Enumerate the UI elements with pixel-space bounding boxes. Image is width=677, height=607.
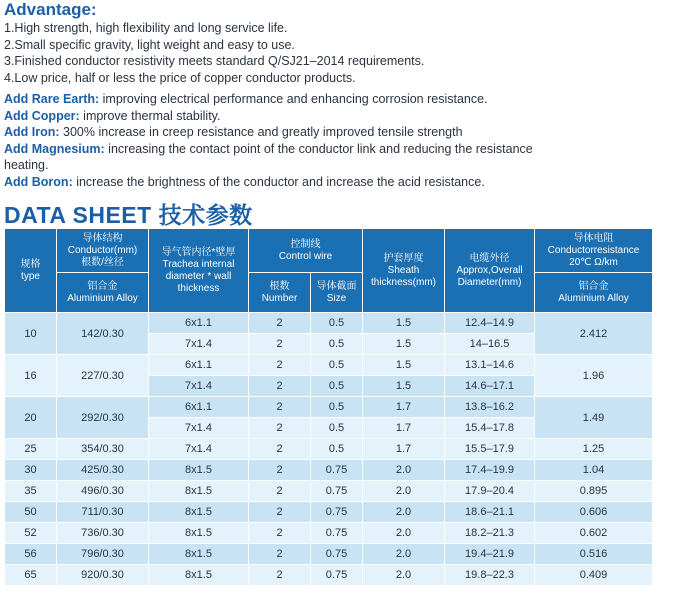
cell-trachea: 8x1.5 bbox=[149, 565, 249, 586]
cell-type: 35 bbox=[5, 481, 57, 502]
cell-trachea: 7x1.4 bbox=[149, 334, 249, 355]
cell-od: 18.6–21.1 bbox=[445, 502, 535, 523]
table-body bbox=[5, 313, 653, 586]
cell-size: 0.5 bbox=[311, 439, 363, 460]
table-row bbox=[5, 460, 653, 481]
table-row bbox=[5, 397, 653, 418]
cell-size: 0.75 bbox=[311, 481, 363, 502]
header-size bbox=[311, 273, 363, 313]
header-number bbox=[249, 273, 311, 313]
cell-sheath: 2.0 bbox=[363, 502, 445, 523]
additive-text: improve thermal stability. bbox=[79, 108, 221, 123]
cell-number: 2 bbox=[249, 439, 311, 460]
cell-type: 65 bbox=[5, 565, 57, 586]
cell-size: 0.75 bbox=[311, 502, 363, 523]
cell-sheath: 1.5 bbox=[363, 334, 445, 355]
cell-resistance: 1.49 bbox=[535, 397, 653, 439]
cell-number: 2 bbox=[249, 523, 311, 544]
additive-label: Add Boron: bbox=[4, 174, 73, 189]
cell-size: 0.5 bbox=[311, 397, 363, 418]
cell-trachea: 8x1.5 bbox=[149, 502, 249, 523]
additive-copper bbox=[4, 108, 564, 125]
header-resistance bbox=[535, 229, 653, 273]
additive-rare-earth bbox=[4, 91, 564, 108]
table-row bbox=[5, 502, 653, 523]
additive-label: Add Rare Earth: bbox=[4, 92, 100, 106]
cell-trachea: 8x1.5 bbox=[149, 523, 249, 544]
cell-od: 15.5–17.9 bbox=[445, 439, 535, 460]
cell-number: 2 bbox=[249, 397, 311, 418]
cell-size: 0.5 bbox=[311, 376, 363, 397]
header-res-unit: 20℃ Ω/km bbox=[569, 256, 618, 268]
additive-list bbox=[4, 91, 564, 190]
cell-type: 16 bbox=[5, 355, 57, 397]
cell-conductor: 736/0.30 bbox=[57, 523, 149, 544]
header-number-en: Number bbox=[261, 292, 298, 304]
cell-number: 2 bbox=[249, 502, 311, 523]
cell-od: 12.4–14.9 bbox=[445, 313, 535, 334]
additive-text: 300% increase in creep resistance and greatly improved tensile strength bbox=[59, 125, 463, 139]
cell-number: 2 bbox=[249, 544, 311, 565]
header-type bbox=[5, 229, 57, 313]
cell-type: 20 bbox=[5, 397, 57, 439]
cell-resistance: 0.409 bbox=[535, 565, 653, 586]
cell-trachea: 8x1.5 bbox=[149, 481, 249, 502]
cell-conductor: 425/0.30 bbox=[57, 460, 149, 481]
advantage-item: 4.Low price, half or less the price of copper conductor products. bbox=[4, 70, 356, 85]
cell-trachea: 8x1.5 bbox=[149, 544, 249, 565]
cell-size: 0.5 bbox=[311, 418, 363, 439]
cell-size: 0.5 bbox=[311, 334, 363, 355]
datasheet-title-en: DATA SHEET bbox=[4, 202, 152, 228]
cell-od: 19.8–22.3 bbox=[445, 565, 535, 586]
cell-conductor: 292/0.30 bbox=[57, 397, 149, 439]
cell-size: 0.5 bbox=[311, 355, 363, 376]
header-mat-cn: 铝合金 bbox=[87, 280, 118, 292]
advantage-list bbox=[4, 20, 424, 86]
cell-number: 2 bbox=[249, 313, 311, 334]
header-sheath bbox=[363, 229, 445, 313]
header-conductor bbox=[57, 229, 149, 273]
cell-size: 0.75 bbox=[311, 460, 363, 481]
cell-resistance: 2.412 bbox=[535, 313, 653, 355]
cell-resistance: 0.895 bbox=[535, 481, 653, 502]
table-row bbox=[5, 439, 653, 460]
header-control-en: Control wire bbox=[278, 250, 333, 262]
header-conductor-sub: 根数/丝径 bbox=[81, 256, 124, 268]
table-row bbox=[5, 313, 653, 334]
additive-text: improving electrical performance and enhancing corrosion resistance. bbox=[99, 92, 488, 106]
cell-od: 14–16.5 bbox=[445, 334, 535, 355]
datasheet-table bbox=[4, 228, 653, 586]
cell-type: 10 bbox=[5, 313, 57, 355]
cell-type: 50 bbox=[5, 502, 57, 523]
header-type-en: type bbox=[21, 270, 40, 282]
cell-sheath: 2.0 bbox=[363, 460, 445, 481]
header-conductor-en: Conductor(mm) bbox=[67, 244, 138, 256]
header-mat-en: Aluminium Alloy bbox=[67, 292, 138, 304]
header-number-cn: 根数 bbox=[269, 280, 290, 292]
cell-od: 14.6–17.1 bbox=[445, 376, 535, 397]
cell-resistance: 1.25 bbox=[535, 439, 653, 460]
header-trachea-en: Trachea internal diameter * wall thickness bbox=[162, 258, 235, 294]
additive-label: Add Copper: bbox=[4, 108, 80, 123]
header-resistance-material bbox=[535, 273, 653, 313]
cell-number: 2 bbox=[249, 418, 311, 439]
cell-number: 2 bbox=[249, 565, 311, 586]
cell-type: 30 bbox=[5, 460, 57, 481]
table-row bbox=[5, 481, 653, 502]
cell-sheath: 2.0 bbox=[363, 544, 445, 565]
cell-type: 52 bbox=[5, 523, 57, 544]
cell-od: 17.4–19.9 bbox=[445, 460, 535, 481]
cell-sheath: 1.7 bbox=[363, 439, 445, 460]
cell-number: 2 bbox=[249, 355, 311, 376]
cell-size: 0.75 bbox=[311, 523, 363, 544]
header-type-cn: 规格 bbox=[20, 258, 41, 270]
table-header bbox=[5, 229, 653, 313]
table-row bbox=[5, 355, 653, 376]
cell-sheath: 2.0 bbox=[363, 565, 445, 586]
cell-od: 13.1–14.6 bbox=[445, 355, 535, 376]
cell-od: 18.2–21.3 bbox=[445, 523, 535, 544]
cell-od: 19.4–21.9 bbox=[445, 544, 535, 565]
header-res-cn: 导体电阻 bbox=[573, 232, 614, 244]
table-row bbox=[5, 523, 653, 544]
advantage-item: 2.Small specific gravity, light weight and easy to use. bbox=[4, 37, 295, 52]
header-conductor-material bbox=[57, 273, 149, 313]
advantage-item: 3.Finished conductor resistivity meets standard Q/SJ21–2014 requirements. bbox=[4, 54, 425, 68]
cell-number: 2 bbox=[249, 460, 311, 481]
cell-sheath: 1.5 bbox=[363, 313, 445, 334]
cell-resistance: 1.96 bbox=[535, 355, 653, 397]
cell-number: 2 bbox=[249, 376, 311, 397]
additive-iron bbox=[4, 124, 564, 141]
cell-od: 13.8–16.2 bbox=[445, 397, 535, 418]
cell-resistance: 0.606 bbox=[535, 502, 653, 523]
header-sheath-en: Sheath thickness(mm) bbox=[371, 264, 437, 288]
cell-type: 25 bbox=[5, 439, 57, 460]
additive-boron bbox=[4, 174, 564, 191]
cell-size: 0.75 bbox=[311, 544, 363, 565]
cell-sheath: 1.5 bbox=[363, 355, 445, 376]
cell-trachea: 6x1.1 bbox=[149, 397, 249, 418]
cell-trachea: 8x1.5 bbox=[149, 460, 249, 481]
cell-sheath: 1.7 bbox=[363, 397, 445, 418]
cell-conductor: 796/0.30 bbox=[57, 544, 149, 565]
advantage-title: Advantage: bbox=[4, 0, 97, 19]
cell-number: 2 bbox=[249, 334, 311, 355]
header-trachea-cn: 导气管内径*壁厚 bbox=[161, 246, 236, 258]
additive-magnesium bbox=[4, 141, 564, 174]
additive-text: increase the brightness of the conductor and increase the acid resistance. bbox=[72, 174, 485, 189]
header-overall-diameter bbox=[445, 229, 535, 313]
cell-conductor: 227/0.30 bbox=[57, 355, 149, 397]
header-res-en: Conductorresistance bbox=[547, 244, 640, 256]
header-control-wire bbox=[249, 229, 363, 273]
cell-od: 15.4–17.8 bbox=[445, 418, 535, 439]
advantage-item: 1.High strength, high flexibility and long service life. bbox=[4, 21, 288, 35]
cell-sheath: 2.0 bbox=[363, 523, 445, 544]
table-row bbox=[5, 544, 653, 565]
cell-conductor: 354/0.30 bbox=[57, 439, 149, 460]
additive-text: increasing the contact point of the conductor link and reducing the resistance heating. bbox=[4, 141, 533, 172]
cell-trachea: 7x1.4 bbox=[149, 418, 249, 439]
datasheet-title-cn: 技术参数 bbox=[158, 203, 253, 229]
header-res-mat-en: Aluminium Alloy bbox=[558, 292, 629, 304]
header-size-cn: 导体截面 bbox=[316, 280, 357, 292]
header-sheath-cn: 护套厚度 bbox=[383, 252, 424, 264]
cell-resistance: 1.04 bbox=[535, 460, 653, 481]
cell-number: 2 bbox=[249, 481, 311, 502]
cell-size: 0.5 bbox=[311, 313, 363, 334]
cell-sheath: 1.7 bbox=[363, 418, 445, 439]
cell-type: 56 bbox=[5, 544, 57, 565]
header-res-mat-cn: 铝合金 bbox=[578, 280, 609, 292]
cell-conductor: 496/0.30 bbox=[57, 481, 149, 502]
additive-label: Add Magnesium: bbox=[4, 141, 105, 156]
cell-resistance: 0.602 bbox=[535, 523, 653, 544]
cell-conductor: 711/0.30 bbox=[57, 502, 149, 523]
cell-od: 17.9–20.4 bbox=[445, 481, 535, 502]
cell-conductor: 920/0.30 bbox=[57, 565, 149, 586]
cell-size: 0.75 bbox=[311, 565, 363, 586]
cell-sheath: 2.0 bbox=[363, 481, 445, 502]
cell-trachea: 7x1.4 bbox=[149, 376, 249, 397]
table-row bbox=[5, 565, 653, 586]
header-trachea bbox=[149, 229, 249, 313]
header-od-cn: 电缆外径 bbox=[469, 252, 510, 264]
cell-trachea: 6x1.1 bbox=[149, 313, 249, 334]
additive-label: Add Iron: bbox=[4, 125, 60, 139]
header-size-en: Size bbox=[326, 292, 347, 304]
datasheet-title bbox=[4, 197, 253, 230]
cell-conductor: 142/0.30 bbox=[57, 313, 149, 355]
header-control-cn: 控制线 bbox=[290, 238, 321, 250]
cell-resistance: 0.516 bbox=[535, 544, 653, 565]
cell-sheath: 1.5 bbox=[363, 376, 445, 397]
header-od-en: Approx,Overall Diameter(mm) bbox=[456, 264, 523, 288]
header-conductor-cn: 导体结构 bbox=[82, 232, 123, 244]
cell-trachea: 6x1.1 bbox=[149, 355, 249, 376]
cell-trachea: 7x1.4 bbox=[149, 439, 249, 460]
